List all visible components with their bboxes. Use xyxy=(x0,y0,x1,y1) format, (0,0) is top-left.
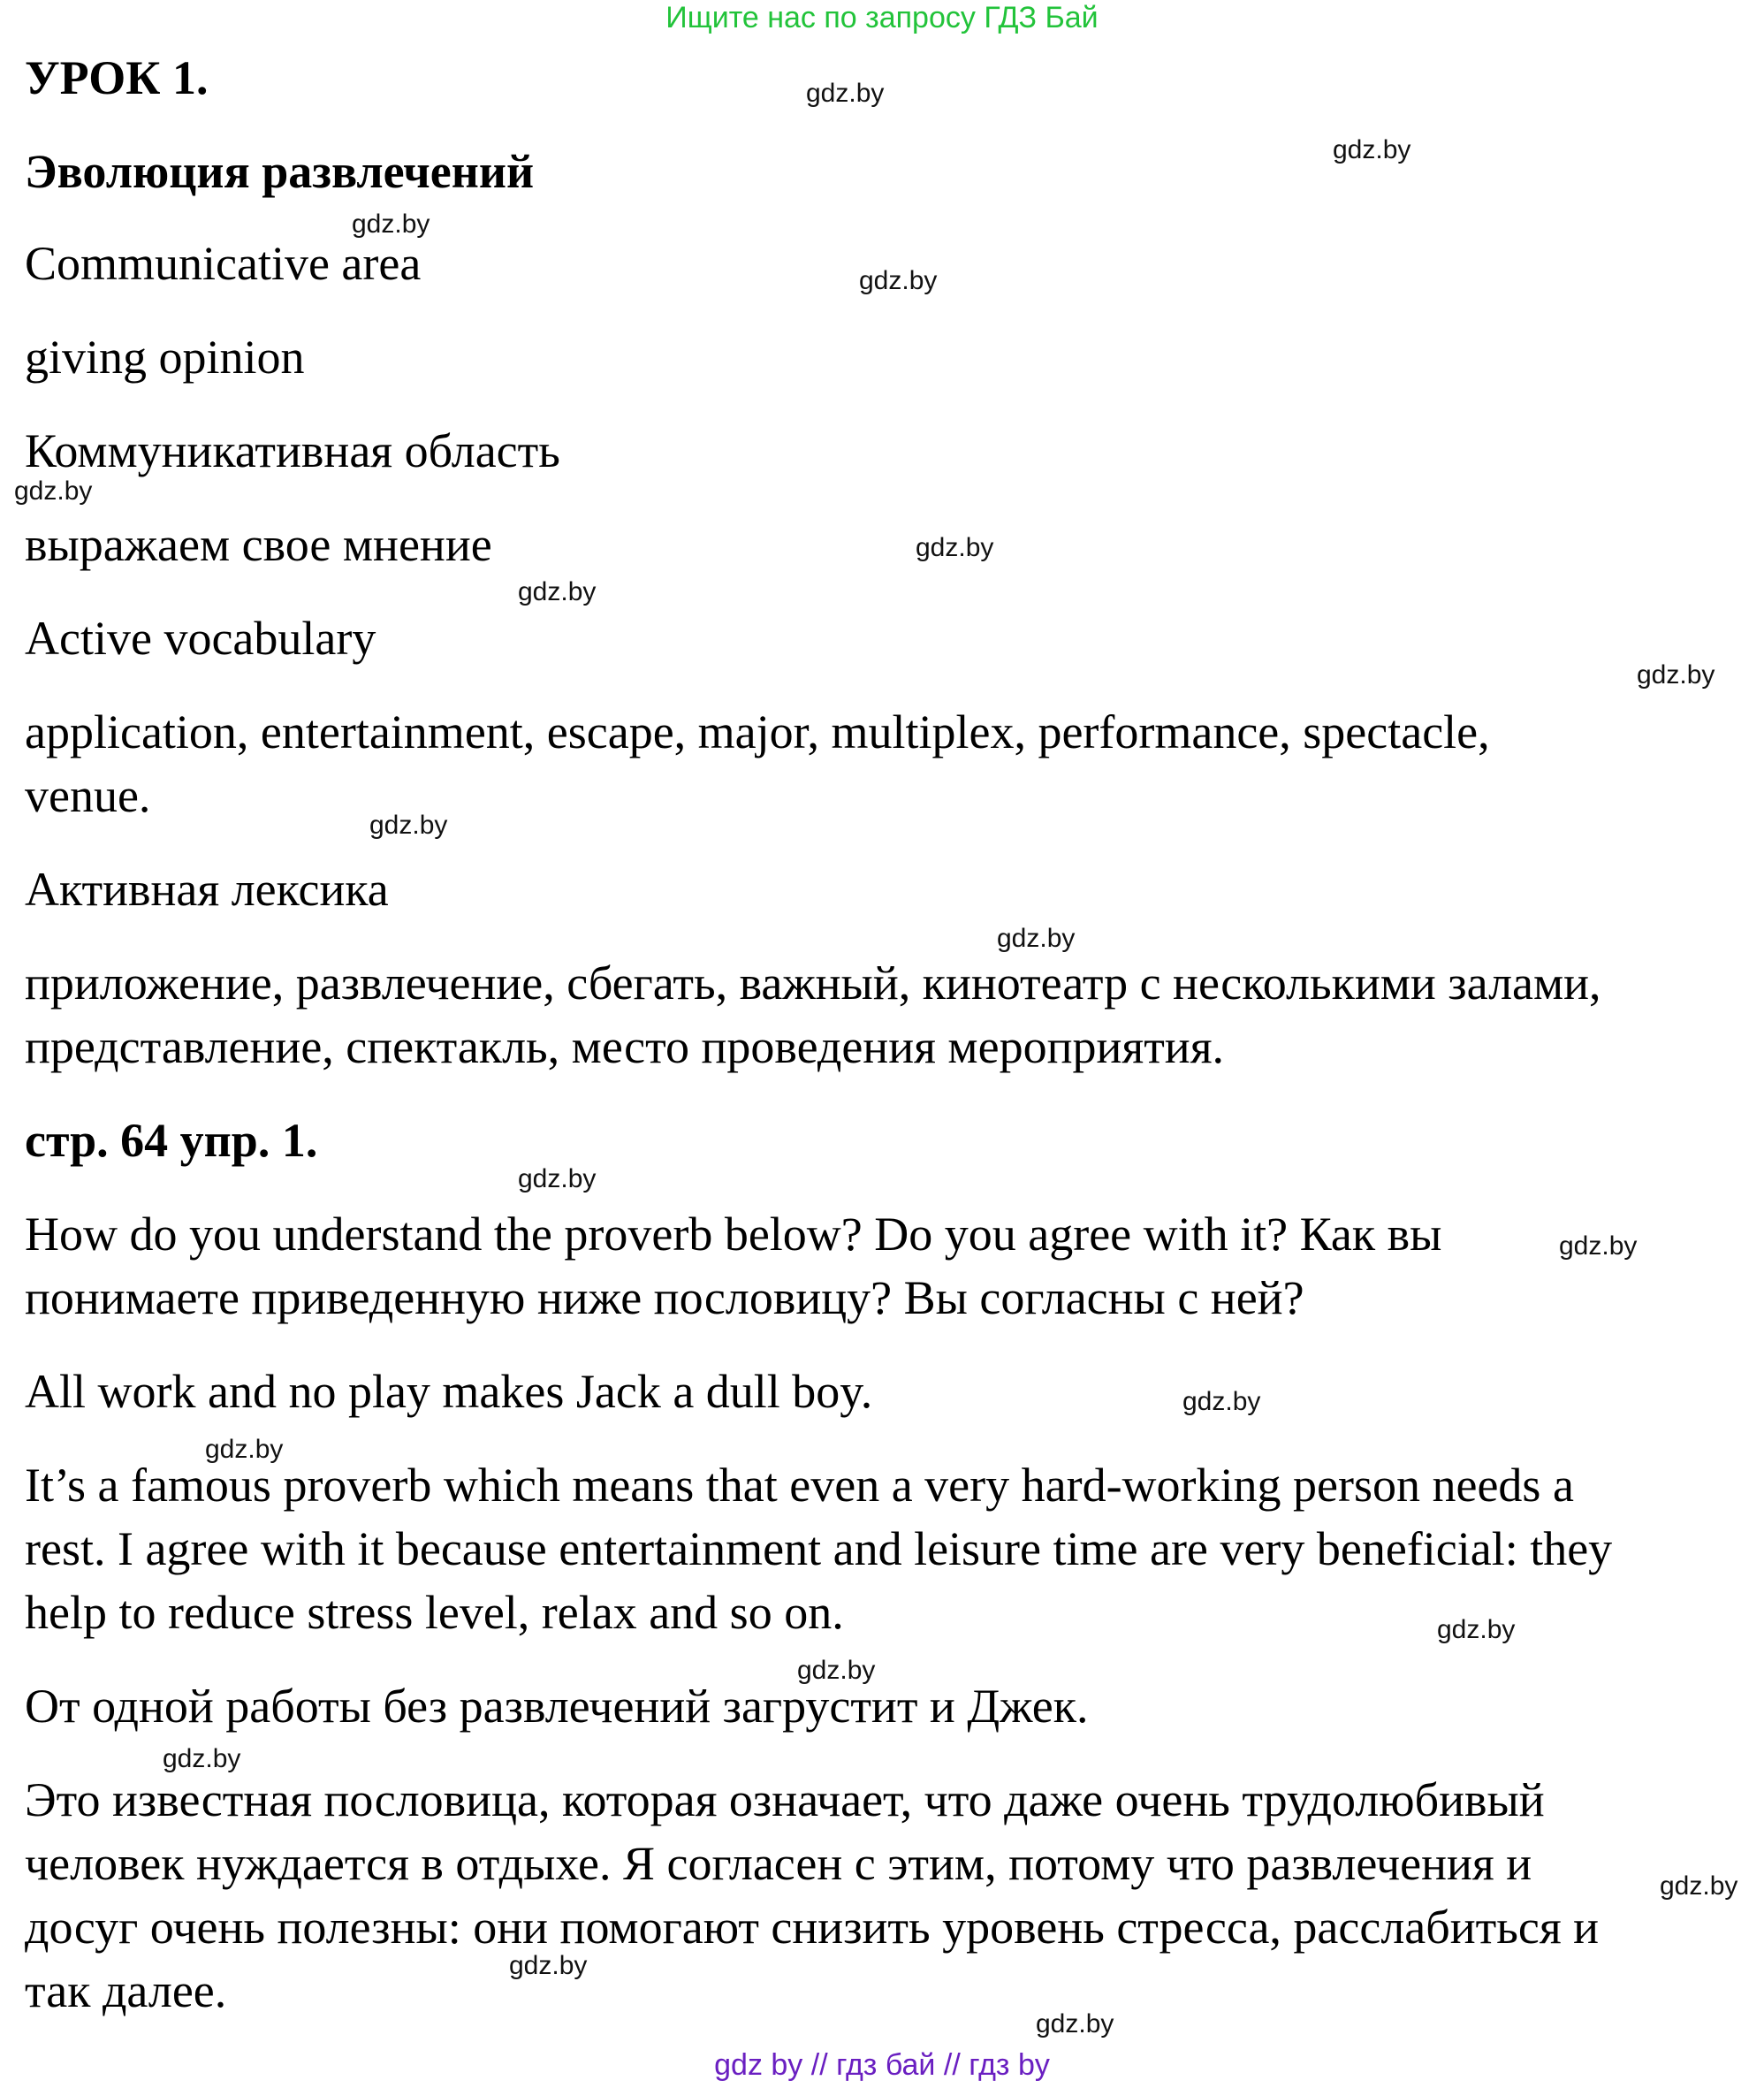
lesson-title: УРОК 1. xyxy=(25,51,209,104)
watermark: gdz.by xyxy=(1437,1615,1516,1644)
vocabulary-list-en-line: venue. xyxy=(25,769,151,822)
answer-ru-line: человек нуждается в отдыхе. Я согласен с этим, потому что развлечения и xyxy=(25,1837,1532,1890)
watermark: gdz.by xyxy=(163,1744,241,1773)
answer-en-line: rest. I agree with it because entertainment and leisure time are very beneficial: they xyxy=(25,1522,1613,1575)
question-line: How do you understand the proverb below? Do you agree with it? Как вы xyxy=(25,1208,1442,1261)
answer-ru-line: досуг очень полезны: они помогают снизить уровень стресса, расслабиться и xyxy=(25,1901,1600,1954)
watermark: gdz.by xyxy=(1182,1387,1261,1416)
watermark: gdz.by xyxy=(14,476,93,506)
watermark: gdz.by xyxy=(997,924,1076,953)
question-line: понимаете приведенную ниже пословицу? Вы согласны с ней? xyxy=(25,1271,1304,1324)
communicative-area-ru: Коммуникативная область xyxy=(25,424,560,477)
watermark: gdz.by xyxy=(205,1435,284,1464)
watermark: gdz.by xyxy=(1559,1231,1638,1261)
exercise-heading: стр. 64 упр. 1. xyxy=(25,1114,318,1167)
watermark: gdz.by xyxy=(369,811,448,840)
watermark: gdz.by xyxy=(1660,1871,1738,1901)
communicative-topic-ru: выражаем свое мнение xyxy=(25,518,492,571)
watermark: gdz.by xyxy=(916,533,994,562)
top-banner: Ищите нас по запросу ГДЗ Бай xyxy=(665,1,1099,34)
watermark: gdz.by xyxy=(518,1164,597,1193)
watermark: gdz.by xyxy=(1637,660,1715,690)
footer-links: gdz by // гдз бай // гдз by xyxy=(714,2048,1050,2082)
watermark: gdz.by xyxy=(518,577,597,606)
watermark: gdz.by xyxy=(797,1656,876,1685)
watermark: gdz.by xyxy=(1036,2009,1114,2038)
watermark: gdz.by xyxy=(1333,135,1411,164)
vocabulary-heading-ru: Активная лексика xyxy=(25,863,389,916)
answer-en-line: help to reduce stress level, relax and so on. xyxy=(25,1586,844,1639)
vocabulary-list-ru-line: приложение, развлечение, сбегать, важный, кинотеатр с несколькими залами, xyxy=(25,956,1601,1010)
communicative-area-en: Communicative area xyxy=(25,237,422,290)
watermark: gdz.by xyxy=(806,79,885,108)
answer-ru-line: Это известная пословица, которая означает, что даже очень трудолюбивый xyxy=(25,1773,1545,1826)
watermark: gdz.by xyxy=(352,210,430,239)
watermark: gdz.by xyxy=(859,266,938,295)
answer-en-line: It’s a famous proverb which means that even a very hard-working person needs a xyxy=(25,1459,1574,1512)
answer-ru-line: так далее. xyxy=(25,1964,227,2017)
communicative-topic-en: giving opinion xyxy=(25,331,305,384)
watermark: gdz.by xyxy=(509,1951,588,1980)
lesson-subtitle: Эволюция развлечений xyxy=(25,145,535,198)
vocabulary-list-en-line: application, entertainment, escape, major, multiplex, performance, spectacle, xyxy=(25,705,1490,758)
vocabulary-list-ru-line: представление, спектакль, место проведения мероприятия. xyxy=(25,1020,1225,1073)
proverb-ru: От одной работы без развлечений загрустит и Джек. xyxy=(25,1680,1089,1733)
proverb-en: All work and no play makes Jack a dull boy. xyxy=(25,1365,873,1418)
vocabulary-heading-en: Active vocabulary xyxy=(25,612,376,665)
